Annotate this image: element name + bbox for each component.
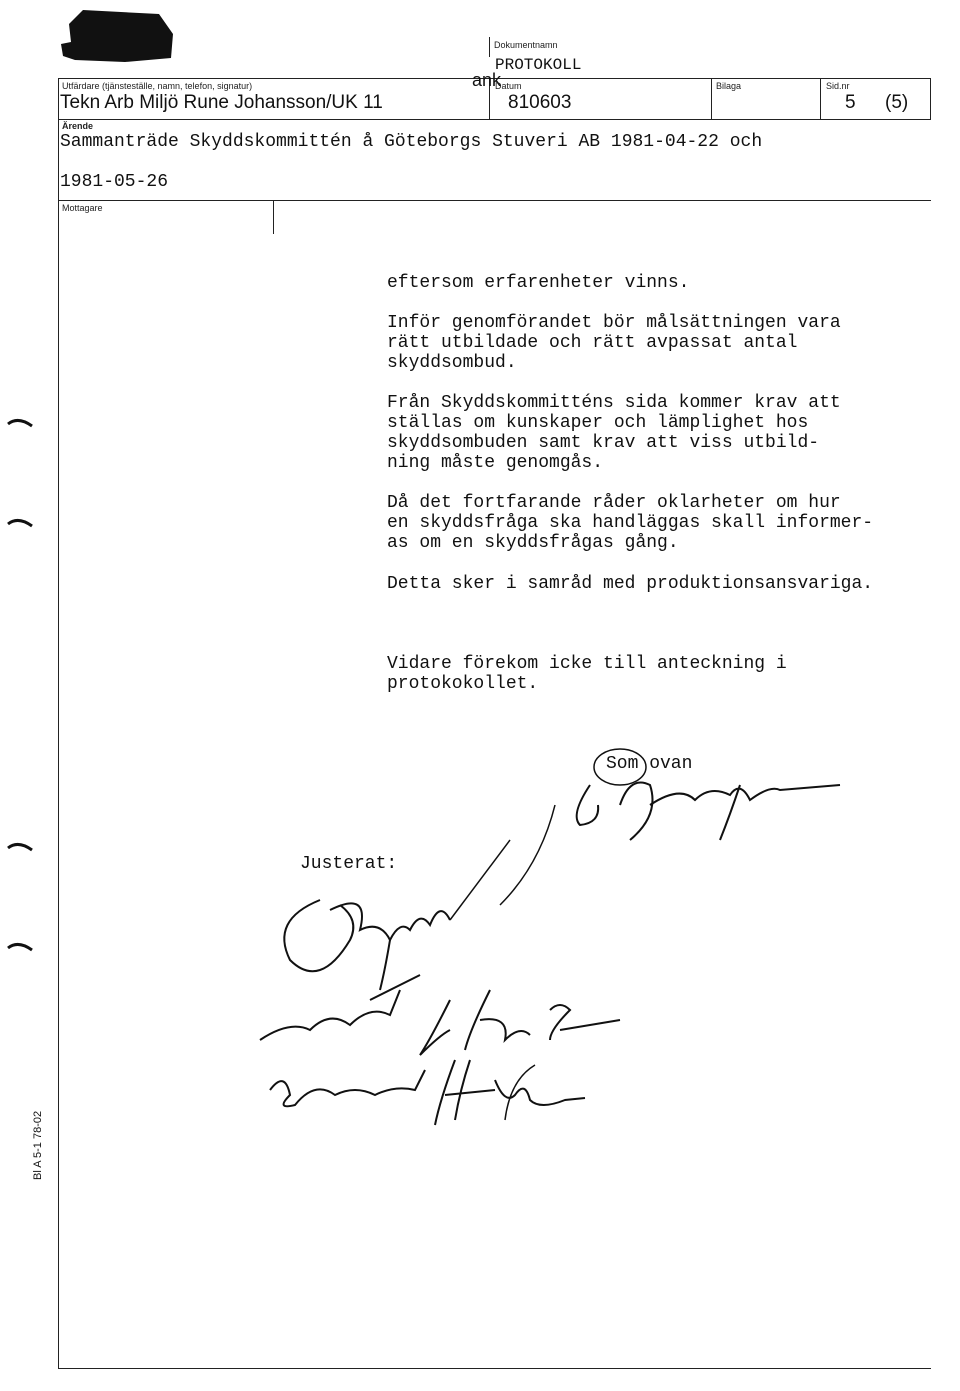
date-value: 810603: [508, 92, 572, 113]
paragraph-3-line-3: skyddsombuden samt krav att viss utbild-: [387, 433, 820, 453]
paragraph-4-line-1: Då det fortfarande råder oklarheter om hur: [387, 493, 841, 513]
paragraph-2-line-3: skyddsombud.: [387, 353, 517, 373]
paragraph-6-line-2: protokokollet.: [387, 674, 539, 694]
paragraph-4-line-2: en skyddsfråga ska handläggas skall informer-: [387, 513, 874, 533]
document-name-box-edge: [489, 37, 490, 57]
page-bottom-rule: [58, 1368, 931, 1369]
paragraph-2-line-1: Inför genomförandet bör målsättningen vara: [387, 313, 841, 333]
paragraph-3-line-2: ställas om kunskaper och lämplighet hos: [387, 413, 809, 433]
page-total: (5): [885, 92, 909, 113]
date-label: Datum: [495, 81, 522, 91]
recipient-divider: [273, 200, 274, 234]
subject-line-1: Sammanträde Skyddskommittén å Göteborgs Stuveri AB 1981-04-22 och: [60, 132, 763, 152]
paragraph-6-line-1: Vidare förekom icke till anteckning i: [387, 654, 787, 674]
attachment-label: Bilaga: [716, 81, 742, 91]
paragraph-3-line-1: Från Skyddskommitténs sida kommer krav att: [387, 393, 841, 413]
justerat-label: Justerat:: [300, 854, 398, 874]
form-code: Bl A 5-1 78-02: [32, 1110, 44, 1180]
company-logo: [55, 6, 180, 64]
paragraph-2-line-2: rätt utbildade och rätt avpassat antal: [387, 333, 798, 353]
page-number-label: Sid.nr: [826, 81, 850, 91]
paragraph-5: Detta sker i samråd med produktionsansvariga.: [387, 574, 874, 594]
paragraph-4-line-3: as om en skyddsfrågas gång.: [387, 533, 679, 553]
subject-line-2: 1981-05-26: [60, 172, 169, 192]
ank-stamp: ank: [472, 70, 502, 90]
attachment-col-divider: [711, 78, 712, 119]
page-col-divider: [820, 78, 821, 119]
margin-marks: [0, 400, 40, 960]
page-left-border: [58, 78, 59, 1368]
signature-3: [265, 1050, 595, 1130]
page-number: 5: [845, 92, 856, 113]
document-name-label: Dokumentnamn: [494, 40, 558, 50]
issuer-label: Utfärdare (tjänsteställe, namn, telefon, signatur): [62, 81, 253, 91]
recipient-label: Mottagare: [62, 203, 103, 213]
header-right-border: [930, 78, 931, 120]
header-rule-3: [58, 200, 931, 201]
main-signature: [480, 745, 860, 905]
issuer-value: Tekn Arb Miljö Rune Johansson/UK 11: [60, 92, 383, 113]
paragraph-3-line-4: ning måste genomgås.: [387, 453, 604, 473]
subject-label: Ärende: [62, 121, 94, 131]
som-ovan-text: Som ovan: [606, 754, 693, 774]
header-rule-2: [58, 119, 931, 120]
paragraph-1: eftersom erfarenheter vinns.: [387, 273, 690, 293]
document-name: PROTOKOLL: [495, 56, 582, 74]
